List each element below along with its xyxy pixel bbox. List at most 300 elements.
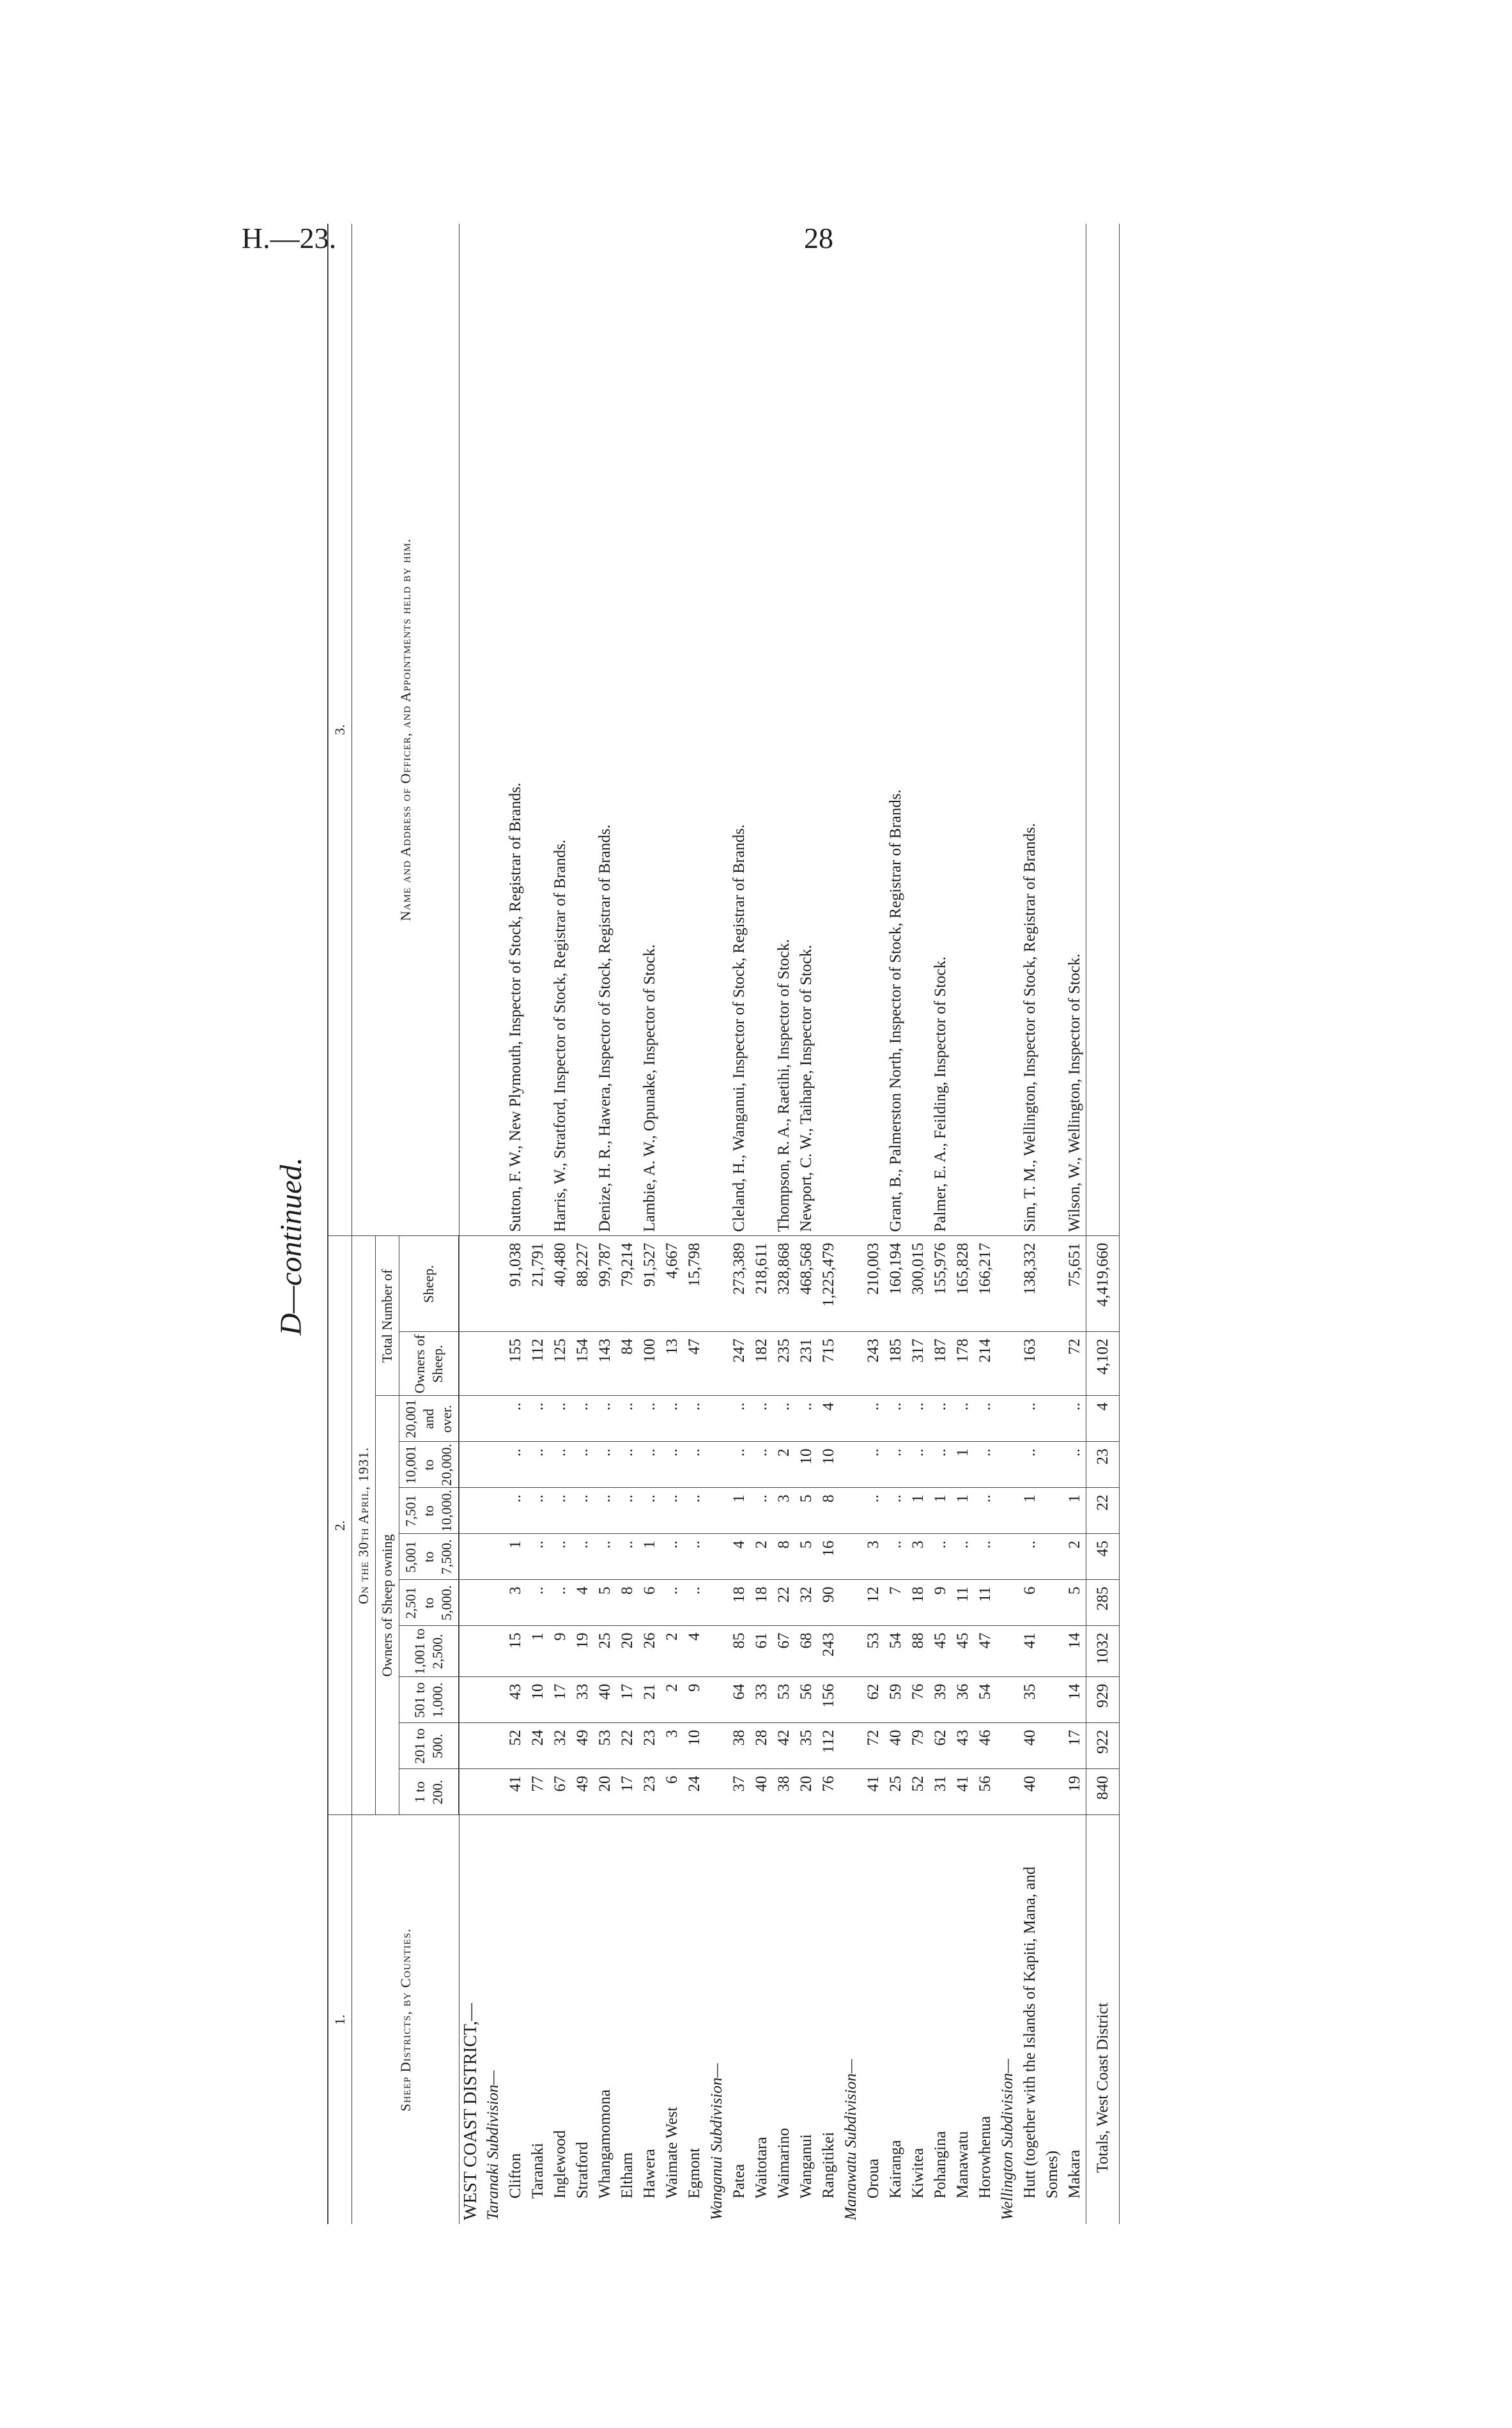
cell-range-9: .. [616,1396,638,1442]
cell-range-5: 18 [728,1580,750,1626]
county-name: Horowhenua [976,2115,994,2199]
cell-range-8: 10 [817,1442,840,1488]
cell-range-1: 41 [862,1769,884,1815]
cell-range-9: .. [750,1396,773,1442]
cell-range-1: 37 [728,1769,750,1815]
cell-range-9: .. [862,1396,884,1442]
cell-range-7: 22 [1086,1488,1120,1534]
cell-range-2: 38 [728,1723,750,1769]
officer-entry: Palmer, E. A., Feilding, Inspector of Stock. [929,224,952,1236]
table-row [571,224,594,2224]
cell-range-6: .. [571,1534,594,1580]
cell-range-2: 72 [862,1723,884,1769]
county-name: Waimarino [775,2128,792,2199]
cell-range-3: 40 [594,1677,616,1723]
cell-range-3: 21 [638,1677,661,1723]
cell-range-3: 33 [571,1677,594,1723]
cell-range-3: 33 [750,1677,773,1723]
cell-range-9: .. [594,1396,616,1442]
cell-range-4: 85 [728,1626,750,1677]
cell-range-8: .. [571,1442,594,1488]
cell-sheep-total: 210,003 [862,1236,884,1332]
cell-owners-total: 187 [929,1332,952,1396]
table-row [594,224,616,2224]
cell-owners-total: 4,102 [1086,1332,1120,1396]
county-name: Waimate West [663,2107,681,2199]
cell-owners-total: 125 [549,1332,571,1396]
cell-range-5: 285 [1086,1580,1120,1626]
county-name: Kiwitea [909,2147,927,2199]
cell-range-1: 56 [974,1769,996,1815]
cell-sheep-total: 40,480 [549,1236,571,1332]
subdivision-row [996,224,1019,2224]
cell-range-5: 9 [929,1580,952,1626]
cell-range-4: 54 [884,1626,907,1677]
cell-range-3: 2 [661,1677,683,1723]
table-row [884,224,907,2224]
county-name: Eltham [619,2152,636,2199]
cell-range-8: .. [929,1442,952,1488]
cell-range-6: 1 [638,1534,661,1580]
cell-range-7: .. [638,1488,661,1534]
cell-range-2: 922 [1086,1723,1120,1769]
range-8: 10,001 to 20,000. [399,1442,459,1488]
county-name: Rangitikei [820,2131,837,2199]
cell-range-4: 47 [974,1626,996,1677]
cell-sheep-total: 4,667 [661,1236,683,1332]
cell-range-2: 17 [1063,1723,1086,1769]
cell-range-9: .. [929,1396,952,1442]
cell-sheep-total: 165,828 [952,1236,974,1332]
cell-range-1: 38 [773,1769,795,1815]
officer-entry: Harris, W., Stratford, Inspector of Stock, Registrar of Brands. [549,224,571,1236]
cell-sheep-total: 15,798 [683,1236,706,1332]
cell-range-6: 4 [728,1534,750,1580]
table-title: D—continued. [274,1157,308,1336]
cell-sheep-total: 300,015 [907,1236,929,1332]
cell-range-7: 1 [952,1488,974,1534]
cell-range-9: 4 [817,1396,840,1442]
table-row [773,224,795,2224]
cell-range-8: .. [638,1442,661,1488]
cell-range-2: 10 [683,1723,706,1769]
range-7: 7,501 to 10,000. [399,1488,459,1534]
cell-range-8: .. [1063,1442,1086,1488]
subdivision-label: Manawatu Subdivision— [842,2059,860,2220]
cell-range-1: 17 [616,1769,638,1815]
officer-entry: Thompson, R. A., Raetihi, Inspector of Stock. [773,224,795,1236]
cell-range-4: 19 [571,1626,594,1677]
cell-range-9: 4 [1086,1396,1120,1442]
cell-range-1: 49 [571,1769,594,1815]
table-row [683,224,706,2224]
table-row [929,224,952,2224]
table-row [1063,224,1086,2224]
district-label: WEST COAST DISTRICT,— [461,2003,481,2220]
cell-owners-total: 185 [884,1332,907,1396]
sheep-owners-table [327,224,1120,2224]
cell-range-7: 3 [773,1488,795,1534]
cell-range-8: .. [683,1442,706,1488]
cell-range-3: 9 [683,1677,706,1723]
cell-range-7: 1 [907,1488,929,1534]
cell-range-2: 79 [907,1723,929,1769]
cell-owners-total: 143 [594,1332,616,1396]
cell-range-8: .. [907,1442,929,1488]
cell-range-5: .. [683,1580,706,1626]
county-name: Taranaki [529,2142,546,2199]
cell-range-7: 8 [817,1488,840,1534]
county-name: Pohangina [932,2131,949,2199]
cell-range-5: 7 [884,1580,907,1626]
cell-range-3: 17 [616,1677,638,1723]
cell-range-3: 76 [907,1677,929,1723]
table-row [728,224,750,2224]
cell-range-9: .. [1063,1396,1086,1442]
cell-range-9: .. [728,1396,750,1442]
subdivision-label: Taranaki Subdivision— [484,2070,502,2220]
cell-range-9: .. [661,1396,683,1442]
cell-range-4: 45 [952,1626,974,1677]
date-heading: On the 30th April, 1931. [352,1236,376,1815]
cell-range-8: .. [616,1442,638,1488]
cell-range-7: .. [661,1488,683,1534]
cell-range-3: 64 [728,1677,750,1723]
cell-sheep-total: 75,651 [1063,1236,1086,1332]
cell-range-3: 39 [929,1677,952,1723]
cell-range-6: 1 [504,1534,527,1580]
cell-range-9: .. [638,1396,661,1442]
cell-range-6: 45 [1086,1534,1120,1580]
cell-range-3: 54 [974,1677,996,1723]
cell-range-7: .. [884,1488,907,1534]
officer-entry: Wilson, W., Wellington, Inspector of Stock. [1063,224,1086,1236]
cell-range-5: 5 [594,1580,616,1626]
cell-range-6: .. [683,1534,706,1580]
cell-range-1: 6 [661,1769,683,1815]
cell-range-4: 14 [1063,1626,1086,1677]
cell-range-7: 1 [1063,1488,1086,1534]
cell-range-4: 1 [527,1626,549,1677]
cell-range-9: .. [571,1396,594,1442]
cell-owners-total: 247 [728,1332,750,1396]
cell-range-9: .. [1019,1396,1063,1442]
officer-entry: Lambie, A. W., Opunake, Inspector of Stock. [638,224,661,1236]
range-9: 20,001 and over. [399,1396,459,1442]
cell-range-1: 67 [549,1769,571,1815]
totals-label: Totals, West Coast District [1086,1815,1120,2224]
cell-owners-total: 214 [974,1332,996,1396]
table-row [527,224,549,2224]
cell-range-4: 2 [661,1626,683,1677]
cell-range-6: 8 [773,1534,795,1580]
officer-entry: Grant, B., Palmerston North, Inspector of Stock, Registrar of Brands. [884,224,907,1236]
cell-range-5: 8 [616,1580,638,1626]
cell-sheep-total: 328,868 [773,1236,795,1332]
cell-range-4: 1032 [1086,1626,1120,1677]
cell-sheep-total: 4,419,660 [1086,1236,1120,1332]
officer-entry: Sutton, F. W., New Plymouth, Inspector of Stock, Registrar of Brands. [504,224,527,1236]
cell-range-7: .. [683,1488,706,1534]
cell-range-1: 77 [527,1769,549,1815]
officer-entry: Cleland, H., Wanganui, Inspector of Stock, Registrar of Brands. [728,224,750,1236]
cell-range-7: .. [504,1488,527,1534]
cell-owners-total: 155 [504,1332,527,1396]
cell-range-8: .. [728,1442,750,1488]
cell-range-5: 32 [795,1580,817,1626]
cell-range-6: 3 [862,1534,884,1580]
cell-range-9: .. [773,1396,795,1442]
cell-range-8: .. [549,1442,571,1488]
header-row-date [352,224,376,2224]
cell-range-6: .. [929,1534,952,1580]
cell-range-8: .. [661,1442,683,1488]
cell-range-8: .. [594,1442,616,1488]
table-row [750,224,773,2224]
cell-range-5: 6 [1019,1580,1063,1626]
cell-range-7: 1 [1019,1488,1063,1534]
totals-row [1086,224,1120,2224]
cell-owners-total: 13 [661,1332,683,1396]
cell-range-9: .. [974,1396,996,1442]
cell-owners-total: 72 [1063,1332,1086,1396]
cell-range-5: 6 [638,1580,661,1626]
subdivision-label: Wellington Subdivision— [999,2059,1016,2220]
header-row-numbers [328,224,352,2224]
district-row [459,224,482,2224]
cell-range-1: 76 [817,1769,840,1815]
cell-range-2: 3 [661,1723,683,1769]
cell-range-4: 67 [773,1626,795,1677]
cell-range-2: 35 [795,1723,817,1769]
cell-range-8: .. [1019,1442,1063,1488]
cell-range-6: .. [952,1534,974,1580]
cell-owners-total: 243 [862,1332,884,1396]
range-5: 2,501 to 5,000. [399,1580,459,1626]
cell-range-5: 4 [571,1580,594,1626]
cell-range-8: .. [862,1442,884,1488]
officer-heading: Name and Address of Officer, and Appointments held by him. [352,224,459,1236]
cell-range-7: 5 [795,1488,817,1534]
cell-sheep-total: 218,611 [750,1236,773,1332]
owners-heading: Owners of Sheep owning [376,1396,399,1815]
table-row [817,224,840,2224]
range-4: 1,001 to 2,500. [399,1626,459,1677]
county-name: Makara [1066,2149,1083,2199]
cell-range-3: 14 [1063,1677,1086,1723]
sheep-heading: Sheep. [399,1236,459,1332]
subdivision-label: Wanganui Subdivision— [708,2063,725,2220]
cell-range-5: .. [661,1580,683,1626]
cell-sheep-total: 160,194 [884,1236,907,1332]
cell-sheep-total: 468,568 [795,1236,817,1332]
cell-owners-total: 715 [817,1332,840,1396]
cell-range-3: 53 [773,1677,795,1723]
cell-range-6: .. [527,1534,549,1580]
cell-range-2: 62 [929,1723,952,1769]
cell-range-4: 41 [1019,1626,1063,1677]
cell-owners-total: 163 [1019,1332,1063,1396]
cell-range-4: 15 [504,1626,527,1677]
county-name: Wanganui [798,2134,815,2199]
county-name: Clifton [507,2153,524,2199]
col3-number: 3. [328,224,352,1236]
cell-range-5: 11 [952,1580,974,1626]
cell-sheep-total: 155,976 [929,1236,952,1332]
cell-range-5: 11 [974,1580,996,1626]
cell-range-6: 16 [817,1534,840,1580]
cell-range-8: .. [884,1442,907,1488]
cell-range-3: 62 [862,1677,884,1723]
cell-range-9: .. [549,1396,571,1442]
cell-range-7: .. [974,1488,996,1534]
cell-range-3: 43 [504,1677,527,1723]
cell-range-1: 41 [504,1769,527,1815]
owners-of-sheep-heading: Owners of Sheep. [399,1332,459,1396]
cell-range-1: 31 [929,1769,952,1815]
county-name: Egmont [686,2147,703,2199]
cell-range-1: 20 [594,1769,616,1815]
cell-owners-total: 154 [571,1332,594,1396]
table-row [616,224,638,2224]
cell-range-2: 112 [817,1723,840,1769]
cell-range-4: 45 [929,1626,952,1677]
cell-range-4: 25 [594,1626,616,1677]
cell-range-4: 26 [638,1626,661,1677]
cell-range-1: 40 [1019,1769,1063,1815]
cell-range-4: 243 [817,1626,840,1677]
county-name: Hawera [641,2149,658,2199]
cell-range-3: 929 [1086,1677,1120,1723]
cell-range-1: 52 [907,1769,929,1815]
officer-entry: Denize, H. R., Hawera, Inspector of Stock, Registrar of Brands. [594,224,616,1236]
cell-range-2: 40 [884,1723,907,1769]
table-row [974,224,996,2224]
cell-range-1: 840 [1086,1769,1120,1815]
range-3: 501 to 1,000. [399,1677,459,1723]
county-name: Kairanga [887,2140,904,2199]
cell-range-8: 10 [795,1442,817,1488]
county-name: Inglewood [552,2130,569,2199]
cell-sheep-total: 21,791 [527,1236,549,1332]
table-row [795,224,817,2224]
cell-range-2: 46 [974,1723,996,1769]
cell-range-9: .. [683,1396,706,1442]
cell-range-4: 68 [795,1626,817,1677]
cell-sheep-total: 273,389 [728,1236,750,1332]
subdivision-row [706,224,728,2224]
cell-range-2: 42 [773,1723,795,1769]
cell-owners-total: 84 [616,1332,638,1396]
cell-range-5: 12 [862,1580,884,1626]
cell-range-2: 32 [549,1723,571,1769]
table-row [504,224,527,2224]
cell-range-5: 18 [907,1580,929,1626]
cell-range-7: .. [616,1488,638,1534]
cell-sheep-total: 91,527 [638,1236,661,1332]
cell-range-4: 20 [616,1626,638,1677]
cell-range-2: 40 [1019,1723,1063,1769]
range-6: 5,001 to 7,500. [399,1534,459,1580]
cell-range-5: 3 [504,1580,527,1626]
cell-range-5: 90 [817,1580,840,1626]
cell-range-8: .. [527,1442,549,1488]
cell-range-1: 20 [795,1769,817,1815]
cell-range-2: 23 [638,1723,661,1769]
county-name: Whangamomona [596,2089,613,2199]
table-row [661,224,683,2224]
cell-range-6: .. [884,1534,907,1580]
cell-range-9: .. [504,1396,527,1442]
cell-range-2: 49 [571,1723,594,1769]
cell-range-2: 52 [504,1723,527,1769]
cell-range-3: 17 [549,1677,571,1723]
table-row [1019,224,1063,2224]
total-heading: Total Number of [376,1236,399,1396]
cell-range-9: .. [952,1396,974,1442]
doc-code: H.—23. [242,222,337,254]
cell-range-7: 1 [929,1488,952,1534]
cell-range-6: 5 [795,1534,817,1580]
cell-range-6: 3 [907,1534,929,1580]
cell-range-8: .. [974,1442,996,1488]
cell-range-4: 9 [549,1626,571,1677]
county-name: Oroua [865,2158,882,2199]
table-row [549,224,571,2224]
officer-entry: Sim, T. M., Wellington, Inspector of Stock, Registrar of Brands. [1019,224,1063,1236]
cell-range-1: 41 [952,1769,974,1815]
cell-owners-total: 235 [773,1332,795,1396]
col1-number: 1. [328,1815,352,2224]
cell-range-4: 4 [683,1626,706,1677]
cell-owners-total: 231 [795,1332,817,1396]
cell-sheep-total: 91,038 [504,1236,527,1332]
cell-range-9: .. [884,1396,907,1442]
cell-sheep-total: 79,214 [616,1236,638,1332]
cell-owners-total: 317 [907,1332,929,1396]
cell-range-6: 2 [1063,1534,1086,1580]
cell-range-6: .. [661,1534,683,1580]
cell-range-2: 22 [616,1723,638,1769]
cell-range-8: .. [750,1442,773,1488]
rotated-table-block [268,268,1406,2224]
cell-range-1: 25 [884,1769,907,1815]
cell-range-5: 22 [773,1580,795,1626]
cell-range-6: .. [594,1534,616,1580]
col2-number: 2. [328,1236,352,1815]
subdivision-row [840,224,862,2224]
cell-owners-total: 100 [638,1332,661,1396]
cell-range-8: 2 [773,1442,795,1488]
page-number: 28 [804,222,833,254]
cell-range-6: .. [1019,1534,1063,1580]
cell-sheep-total: 88,227 [571,1236,594,1332]
cell-range-3: 36 [952,1677,974,1723]
cell-range-6: 2 [750,1534,773,1580]
cell-range-3: 35 [1019,1677,1063,1723]
cell-range-7: .. [527,1488,549,1534]
cell-sheep-total: 138,332 [1019,1236,1063,1332]
cell-range-3: 56 [795,1677,817,1723]
cell-range-5: .. [549,1580,571,1626]
cell-range-6: .. [974,1534,996,1580]
cell-range-7: .. [549,1488,571,1534]
cell-range-4: 53 [862,1626,884,1677]
cell-range-2: 28 [750,1723,773,1769]
cell-range-3: 156 [817,1677,840,1723]
cell-range-4: 88 [907,1626,929,1677]
cell-range-8: .. [504,1442,527,1488]
